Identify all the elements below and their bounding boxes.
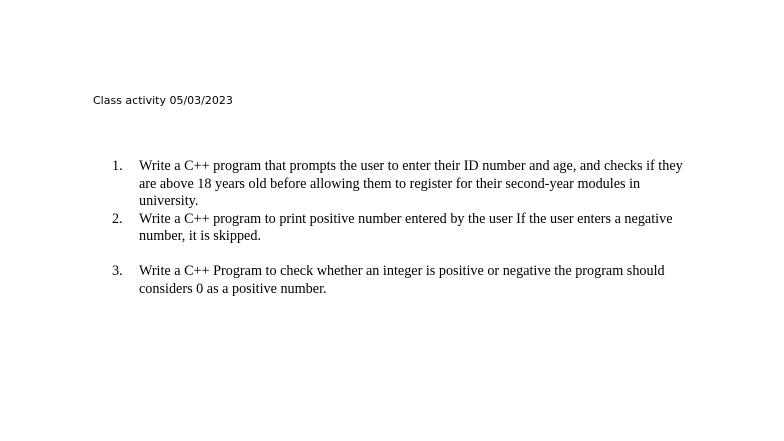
task-item [112,263,702,298]
activity-heading: Class activity 05/03/2023 [93,94,233,107]
task-number: 3. [112,263,123,279]
task-text: Write a C++ Program to check whether an integer is positive or negative the program should considers 0 as a positive number. [139,263,665,297]
task-number: 1. [112,158,123,174]
task-item [112,211,702,246]
task-text: Write a C++ program that prompts the user to enter their ID number and age, and checks if they are above 18 years old before allowing them to register for their second-year modules in university. [139,158,683,209]
task-list [112,158,702,298]
task-item [112,158,702,211]
task-number: 2. [112,210,123,227]
task-text: Write a C++ program to print positive number entered by the user If the user enters a negative number, it is skipped. [139,210,673,244]
